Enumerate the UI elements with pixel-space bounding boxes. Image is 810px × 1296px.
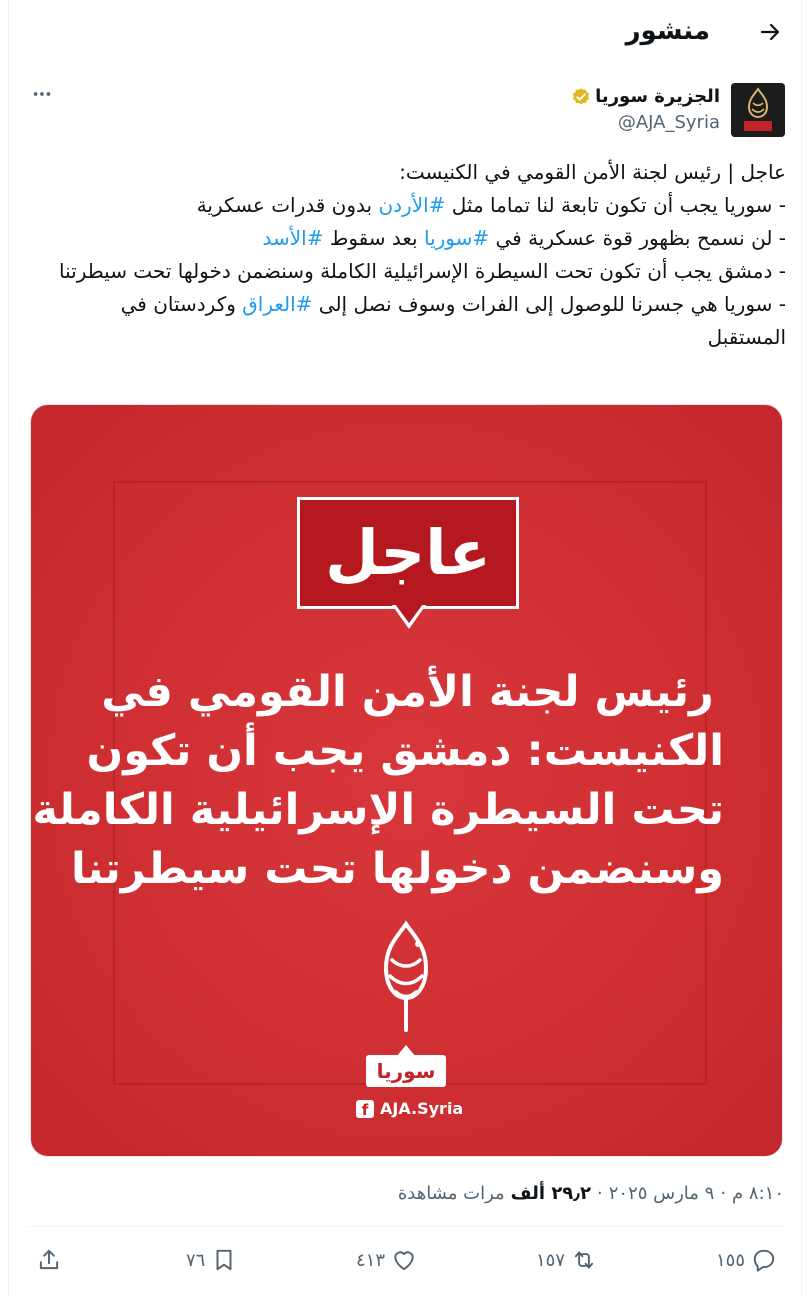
tweet-text-segment: وكردستان في المستقبل bbox=[120, 292, 786, 349]
back-button[interactable] bbox=[752, 14, 788, 50]
logo-tag: سوريا bbox=[366, 1055, 446, 1087]
facebook-credit bbox=[356, 1099, 463, 1118]
hashtag-link[interactable]: #الأسد bbox=[262, 226, 324, 250]
like-button[interactable] bbox=[356, 1240, 417, 1280]
bookmark-icon bbox=[211, 1247, 237, 1273]
page-title: منشور bbox=[625, 16, 710, 46]
hashtag-link[interactable]: #العراق bbox=[242, 292, 313, 316]
tweet-meta bbox=[398, 1180, 784, 1208]
top-bar bbox=[0, 0, 810, 64]
divider bbox=[28, 1226, 784, 1227]
more-dots-icon bbox=[31, 83, 53, 105]
tweet-line bbox=[44, 156, 786, 189]
tweet-text-segment: - لن نسمح بظهور قوة عسكرية في bbox=[489, 226, 786, 250]
tweet-line bbox=[44, 222, 786, 255]
views-count: ٢٩٫٢ ألف bbox=[510, 1183, 591, 1204]
bookmark-button[interactable] bbox=[186, 1240, 237, 1280]
share-button[interactable] bbox=[36, 1240, 62, 1280]
tweet-text-segment: - سوريا هي جسرنا للوصول إلى الفرات وسوف نصل إلى bbox=[312, 292, 786, 316]
meta-separator: · bbox=[720, 1183, 727, 1204]
hashtag-link[interactable]: #سوريا bbox=[423, 226, 490, 250]
reply-icon bbox=[751, 1247, 777, 1273]
meta-separator: · bbox=[597, 1183, 603, 1204]
facebook-page-name: AJA.Syria bbox=[380, 1099, 464, 1118]
badge-tail-inner bbox=[395, 604, 423, 623]
headline-line: وسنضمن دخولها تحت سيطرتنا bbox=[70, 844, 724, 894]
bookmark-count: ٧٦ bbox=[186, 1249, 206, 1271]
like-count: ٤١٣ bbox=[356, 1249, 386, 1271]
aljazeera-calligraphy-icon bbox=[366, 920, 446, 1040]
heart-icon bbox=[391, 1247, 417, 1273]
tweet-text-segment: بدون قدرات عسكرية bbox=[196, 193, 379, 217]
retweet-count: ١٥٧ bbox=[536, 1249, 566, 1271]
tweet-text-segment: - دمشق يجب أن تكون تحت السيطرة الإسرائيلية الكاملة وسنضمن دخولها تحت سيطرتنا bbox=[59, 259, 786, 283]
tweet-text-segment: بعد سقوط bbox=[323, 226, 424, 250]
reply-button[interactable] bbox=[716, 1240, 777, 1280]
reply-count: ١٥٥ bbox=[716, 1249, 746, 1271]
author-name[interactable]: الجزيرة سوريا bbox=[571, 84, 720, 110]
more-options-button[interactable] bbox=[28, 80, 56, 108]
breaking-badge-text: عاجل bbox=[325, 516, 491, 589]
avatar[interactable] bbox=[731, 83, 785, 137]
aljazeera-logo-icon bbox=[731, 83, 785, 137]
tweet-date[interactable]: ٩ مارس ٢٠٢٥ bbox=[608, 1183, 715, 1204]
tweet-image[interactable] bbox=[30, 404, 783, 1157]
tweet-line bbox=[44, 255, 786, 288]
tweet-line bbox=[44, 288, 786, 354]
hashtag-link[interactable]: #الأردن bbox=[378, 193, 446, 217]
tweet-text-segment: - سوريا يجب أن تكون تابعة لنا تماما مثل bbox=[445, 193, 786, 217]
facebook-icon: f bbox=[356, 1100, 374, 1118]
share-icon bbox=[36, 1247, 62, 1273]
verified-badge-icon bbox=[571, 87, 591, 107]
tweet-text-segment: عاجل | رئيس لجنة الأمن القومي في الكنيست: bbox=[399, 160, 786, 184]
tweet-line bbox=[44, 189, 786, 222]
author-handle[interactable]: @AJA_Syria bbox=[617, 112, 720, 133]
retweet-icon bbox=[571, 1247, 597, 1273]
headline-line: الكنيست: دمشق يجب أن تكون bbox=[86, 726, 724, 776]
image-headline bbox=[32, 663, 724, 899]
headline-line: تحت السيطرة الإسرائيلية الكاملة bbox=[32, 785, 724, 835]
headline-line: رئيس لجنة الأمن القومي في bbox=[101, 667, 714, 717]
views-label: مرات مشاهدة bbox=[397, 1183, 505, 1204]
tweet-time[interactable]: ٨:١٠ م bbox=[732, 1183, 784, 1204]
arrow-right-icon bbox=[758, 20, 782, 44]
tweet-text bbox=[44, 156, 786, 354]
retweet-button[interactable] bbox=[536, 1240, 597, 1280]
breaking-badge bbox=[297, 497, 519, 609]
